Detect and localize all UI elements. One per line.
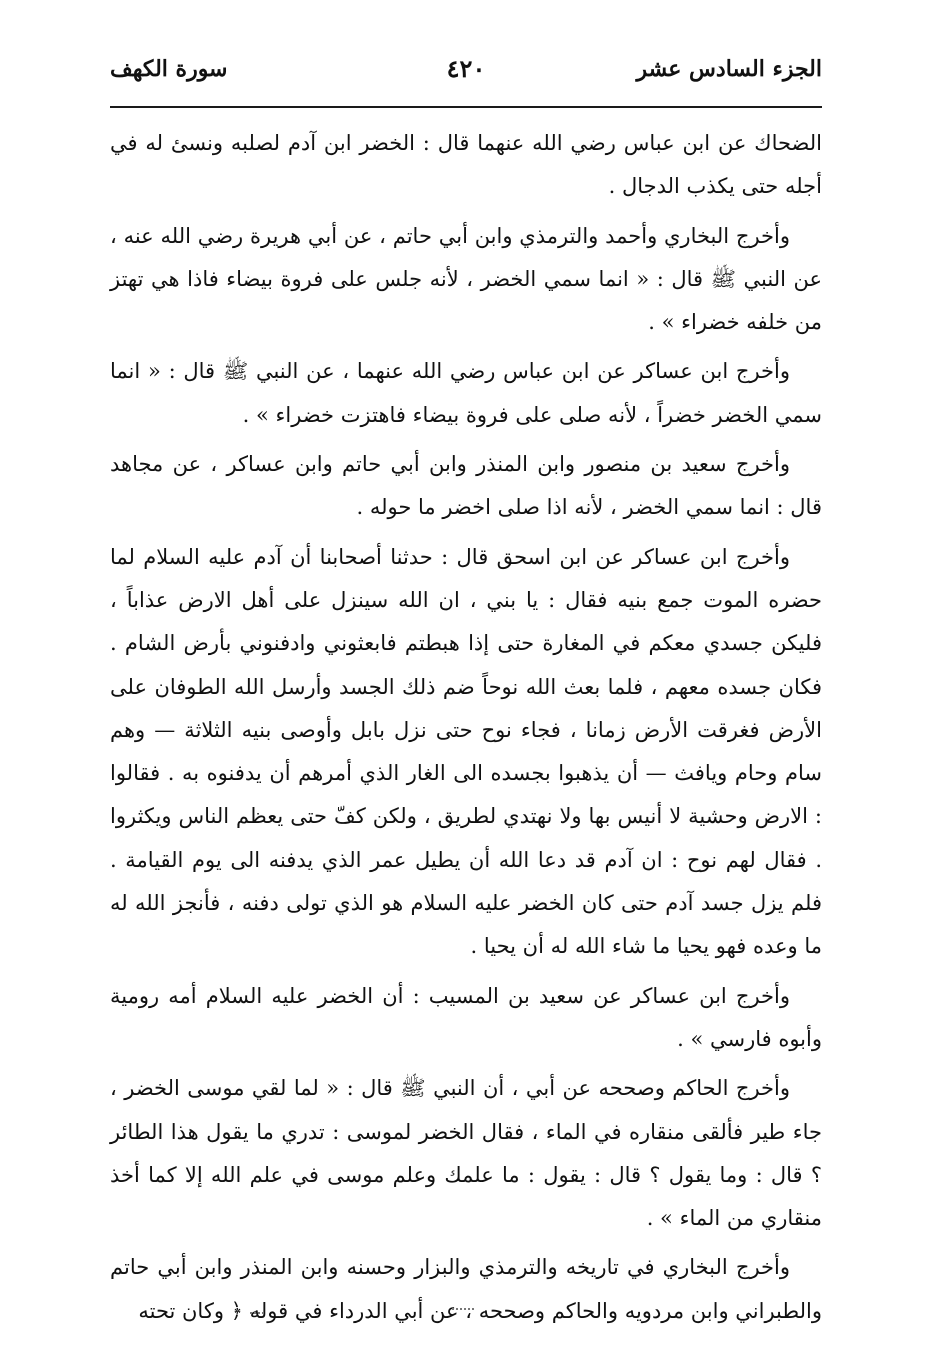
paragraph: وأخرج البخاري وأحمد والترمذي وابن أبي حاتم ، عن أبي هريرة رضي الله عنه ، عن النبي ﷺ قال : « انما سمي الخضر ، لأنه جلس على فروة بيضاء فاذا هي تهتز من خلفه خضراء » .	[110, 223, 822, 335]
paragraph: وأخرج ابن عساكر عن ابن اسحق قال : حدثنا أصحابنا أن آدم عليه السلام لما حضره الموت جمع بنيه فقال : يا بني ، ان الله سينزل على أهل الارض عذاباً ، فليكن جسدي معكم في المغارة حتى إذا هبطتم فابعثوني وادفنوني بأرض الشام . فكان جسده معهم ، فلما بعث الله نوحاً ضم ذلك الجسد وأرسل الله الطوفان على الأرض فغرقت الأرض زمانا ، فجاء نوح حتى نزل بابل وأوصى بنيه الثلاثة — وهم سام وحام ويافث — أن يذهبوا بجسده الى الغار الذي أمرهم أن يدفنوه به . فقالوا : الارض وحشية لا أنيس بها ولا نهتدي لطريق ، ولكن كفّ حتى يعظم الناس ويكثروا . فقال لهم نوح : ان آدم قد دعا الله أن يطيل عمر الذي يدفنه الى يوم القيامة . فلم يزل جسد آدم حتى كان الخضر عليه السلام هو الذي تولى دفنه ، فأنجز الله له ما وعده فهو يحيا ما شاء الله له أن يحيا .	[110, 544, 822, 959]
page-body	[110, 122, 822, 1339]
page-number: ٤٢٠	[446, 54, 486, 83]
paragraph: وأخرج البخاري في تاريخه والترمذي والبزار وحسنه وابن المنذر وابن أبي حاتم والطبراني وابن مردويه والحاكم وصححه ، عن أبي الدرداء في قوله ﴿ وكان تحته	[110, 1255, 822, 1323]
paragraph: الضحاك عن ابن عباس رضي الله عنهما قال : الخضر ابن آدم لصلبه ونسئ له في أجله حتى يكذب الدجال .	[110, 131, 822, 199]
juz-title: الجزء السادس عشر	[636, 56, 822, 82]
page-header	[110, 48, 822, 94]
paragraph: وأخرج الحاكم وصححه عن أبي ، أن النبي ﷺ قال : « لما لقي موسى الخضر ، جاء طير فألقى منقاره في الماء ، فقال الخضر لموسى : تدري ما يقول هذا الطائر ؟ قال : وما يقول ؟ قال : يقول : ما علمك وعلم موسى في علم الله إلا كما أخذ منقاري من الماء » .	[110, 1076, 822, 1231]
paragraph: وأخرج ابن عساكر عن ابن عباس رضي الله عنهما ، عن النبي ﷺ قال : « انما سمي الخضر خضراً ، لأنه صلى على فروة بيضاء فاهتزت خضراء » .	[110, 359, 822, 427]
scan-speck	[250, 1312, 264, 1314]
scan-speck	[452, 1308, 474, 1310]
paragraph: وأخرج سعيد بن منصور وابن المنذر وابن أبي حاتم وابن عساكر ، عن مجاهد قال : انما سمي الخضر ، لأنه اذا صلى اخضر ما حوله .	[110, 452, 822, 520]
paragraph: وأخرج ابن عساكر عن سعيد بن المسيب : أن الخضر عليه السلام أمه رومية وأبوه فارسي » .	[110, 983, 822, 1051]
scan-marks	[0, 1300, 939, 1340]
header-rule	[110, 106, 822, 108]
surah-title: سورة الكهف	[110, 56, 228, 82]
